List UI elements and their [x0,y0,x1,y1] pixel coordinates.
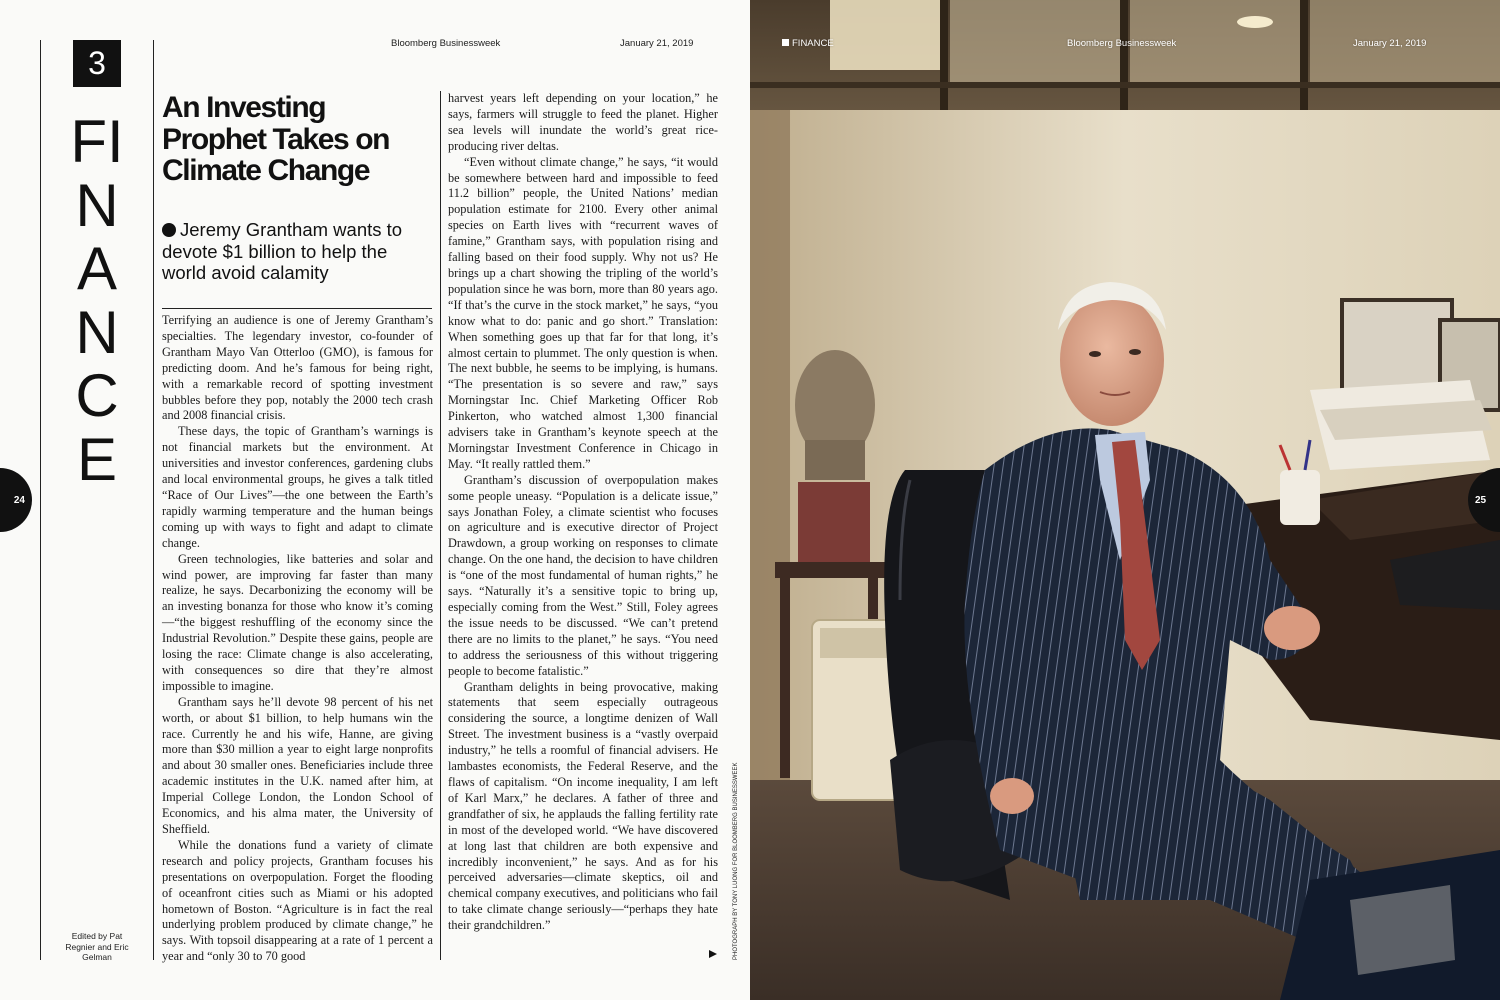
paragraph: Grantham’s discussion of overpopulation makes some people uneasy. “Population is a delicate issue,” says Jonathan Foley, a climate scientist who focuses on agriculture and is executive director of Project Drawdown, a group working on responses to climate change. On the one hand, the decision to have children is “one of the most fundamental of human rights,” he says. “Naturally it’s a sensitive topic to bring up, especially coming from the West.” Still, Foley agrees the issue needs to be discussed. “We can’t pretend there are no limits to the planet,” he says. “You need to address the seriousness of this without triggering people to become fatalistic.” [448,472,718,678]
right-header-date: January 21, 2019 [1353,38,1427,49]
bullet-dot-icon [162,223,176,237]
portrait-photograph [750,0,1500,1000]
article-column-2 [448,91,718,934]
page-number-tab-left [0,468,32,532]
right-header-publication: Bloomberg Businessweek [1067,38,1177,49]
margin-rule-left [40,40,41,960]
section-name: FINANCE [70,108,124,493]
paragraph: While the donations fund a variety of climate research and policy projects, Grantham focuses his presentations on overpopulation. Forget the flooding of oceanfront cities such as Miami or his adopted hometown of Boston. “Agriculture is in fact the real underlying problem produced by climate change,” he says. With topsoil disappearing at a rate of 1 percent a year and “only 30 to 70 good [162,837,433,964]
pen-cup [1280,470,1320,525]
page-number-right: 25 [1475,494,1487,506]
header-publication: Bloomberg Businessweek [391,38,501,49]
article-column-1 [162,313,433,965]
section-square-icon [782,39,789,46]
paragraph: “Even without climate change,” he says, “it would be somewhere between hard and impossible to feed 11.2 billion” people, the United Nations’ median population estimate for 2100. Every other animal species on Earth lives with “recurrent waves of famine,” Grantham says, with population rising and falling based on their food supply. Why not us? He brings up a chart showing the tripling of the world’s population since he was born, more than 80 years ago. “If that’s the curve in the stock market,” he says, “you know what to do: panic and go short.” Translation: When something goes up that far for that long, it’s almost certain to plummet. The only question is when. The next bubble, he seems to be implying, is humans. “The presentation is so severe and raw,” says Morningstar Inc. Chief Marketing Officer Rob Pinkerton, who watched almost 1,300 financial advisers take in Grantham’s keynote speech at the Morningstar Investment Conference in Chicago in May. “It really rattled them.” [448,154,718,471]
paragraph: harvest years left depending on your location,” he says, farmers will struggle to feed the planet. Higher sea levels will inundate the world’s great rice-producing river deltas. [448,91,718,153]
continue-arrow-icon [709,950,717,958]
paragraph: Green technologies, like batteries and solar and wind power, are improving far faster than many realize, he says. Decarbonizing the economy will be an investing bonanza for those who know it’s coming—“the biggest reshuffling of the economy since the Industrial Revolution.” Despite these gains, people are losing the race: Climate change is also accelerating, with consequences so dire that they’re almost impossible to imagine. [162,551,433,693]
right-section-label [782,38,834,49]
editor-credit: Edited by Pat Regnier and Eric Gelman [65,931,129,962]
photo-credit: PHOTOGRAPH BY TONY LUONG FOR BLOOMBERG BUSINESSWEEK [733,762,739,960]
paragraph: These days, the topic of Grantham’s warnings is not financial markets but the environment. At universities and investor conferences, gardening clubs and local environmental groups, he gives a talk titled “Race of Our Lives”—the one between the Earth’s rapidly warming temperature and the human beings coming up with ways to fight and adapt to climate change. [162,424,433,550]
header-date: January 21, 2019 [620,38,694,49]
article-headline: An Investing Prophet Takes on Climate Change [162,91,390,187]
section-number: 3 [73,40,121,87]
page-number-left: 24 [13,494,25,506]
headline-rule [162,308,432,309]
dek-text: Jeremy Grantham wants to devote $1 billion to help the world avoid calamity [162,219,403,283]
article-dek [162,219,432,284]
paragraph: Grantham says he’ll devote 98 percent of his net worth, or about $1 billion, to help humans win the race. Currently he and his wife, Hanne, are giving more than $30 million a year to eight large nonprofits and about 30 smaller ones. Beneficiaries include three academic institutes in the U.K. named after him, at Imperial College London, the London School of Economics, and his alma mater, the University of Sheffield. [162,694,433,836]
column-divider [440,91,441,960]
red-stand [798,482,870,562]
paragraph: Grantham delights in being provocative, making statements that seem especially outrageous considering the source, a longtime denizen of Wall Street. The investment business is a “vastly overpaid industry,” he tells a roomful of financial advisers. He lambastes economists, the Federal Reserve, and the flaws of capitalism. “On income inequality, I am left of Karl Marx,” he declares. A father of three and grandfather of six, he applauds the falling fertility rate in most of the developed world. “We have discovered at long last that children are both expensive and incredibly inconvenient,” he says. And as for his perceived adversaries—climate skeptics, oil and chemical company executives, and politicians who fail to take climate change seriously—“perhaps they hate their grandchildren.” [448,679,718,933]
margin-rule-right [153,40,154,960]
right-page-photo [750,0,1500,1000]
face [1060,294,1164,426]
ceiling-light [830,0,940,70]
paragraph: Terrifying an audience is one of Jeremy Grantham’s specialties. The legendary investor, co-founder of Grantham Mayo Van Otterloo (GMO), is famous for predicting doom. And he’s famous for being right, with a remarkable record of spotting investment bubbles before they pop, notably the 2000 tech crash and 2008 financial crisis. [162,313,433,423]
right-section-text: FINANCE [792,38,834,49]
hand [1264,606,1320,650]
